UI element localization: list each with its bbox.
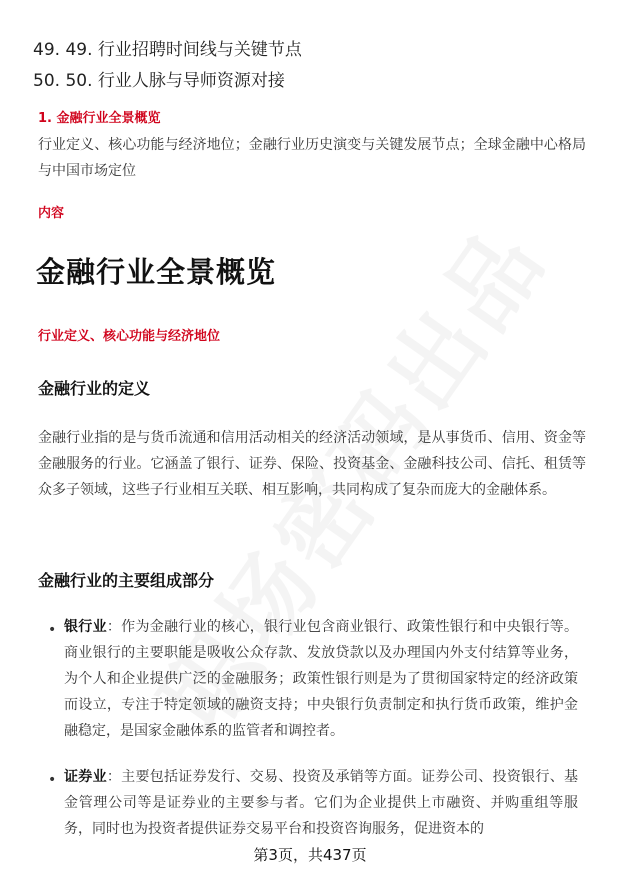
list-item-text: 作为金融行业的核心，银行业包含商业银行、政策性银行和中央银行等。商业银行的主要职能是吸收公众存款、发放贷款以及办理国内外支付结算等业务，为个人和企业提供广泛的金融服务；政策性银行则是为了贯彻国家特定的经济政策而设立，专注于特定领域的融资支持；中央银行负责制定和执行货币政策，维护金融稳定，是国家金融体系的监管者和调控者。 [64, 619, 579, 739]
list-item [64, 764, 578, 842]
page-footer: 第3页，共437页 [253, 846, 367, 864]
definition-heading: 金融行业的定义 [38, 379, 151, 398]
bullet-icon: • [48, 622, 57, 638]
content-label: 内容 [38, 206, 65, 221]
toc-item-number: 49. [33, 40, 61, 60]
toc-item-number: 50. [33, 71, 61, 91]
bullet-icon: • [48, 772, 57, 788]
list-item [64, 614, 578, 744]
page-title: 金融行业全景概览 [36, 255, 277, 289]
toc-item-text: 49. 行业招聘时间线与关键节点 [65, 40, 302, 60]
section-summary: 行业定义、核心功能与经济地位；金融行业历史演变与关键发展节点；全球金融中心格局与中国市场定位 [38, 137, 586, 179]
toc-item-49[interactable] [33, 39, 302, 61]
list-item-term: 证券业 [64, 769, 107, 785]
toc-item-text: 50. 行业人脉与导师资源对接 [65, 71, 285, 91]
subsection-label: 行业定义、核心功能与经济地位 [38, 329, 221, 344]
list-item-separator: ： [106, 619, 122, 635]
components-heading: 金融行业的主要组成部分 [38, 571, 215, 590]
list-item-text: 主要包括证券发行、交易、投资及承销等方面。证券公司、投资银行、基金管理公司等是证券业的主要参与者。它们为企业提供上市融资、并购重组等服务，同时也为投资者提供证券交易平台和投资咨询服务，促进资本的 [64, 769, 579, 837]
section-label: 1. 金融行业全景概览 [38, 111, 161, 126]
toc-item-50[interactable] [33, 70, 285, 92]
definition-text: 金融行业指的是与货币流通和信用活动相关的经济活动领域，是从事货币、信用、资金等金融服务的行业。它涵盖了银行、证券、保险、投资基金、金融科技公司、信托、租赁等众多子领域，这些子行业相互关联、相互影响，共同构成了复杂而庞大的金融体系。 [38, 430, 586, 498]
list-item-term: 银行业 [64, 619, 107, 635]
list-item-separator: ： [106, 769, 122, 785]
